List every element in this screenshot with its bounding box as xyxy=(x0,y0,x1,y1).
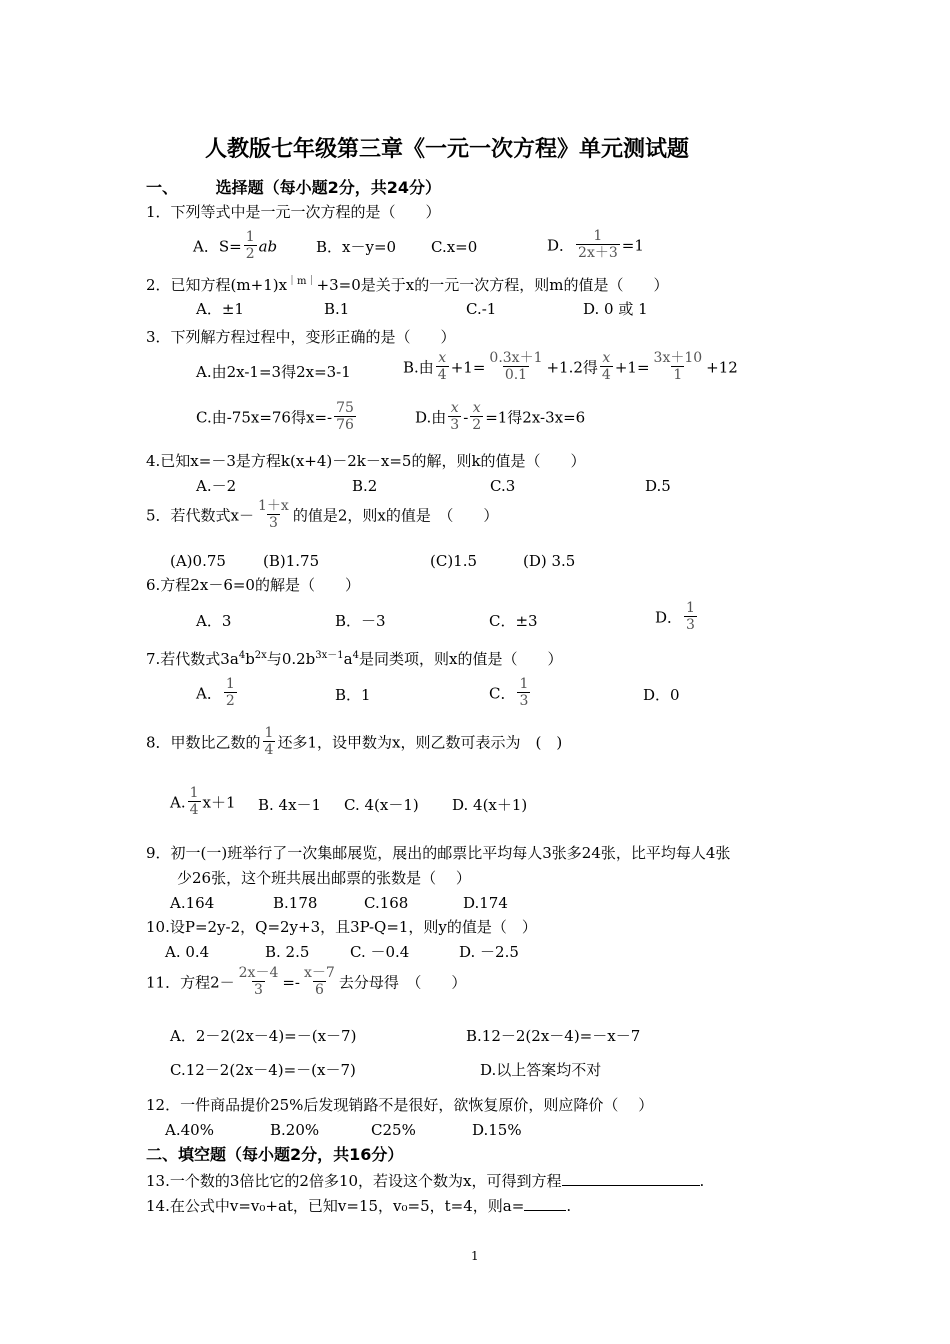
q4-option-b: B.2 xyxy=(352,477,378,495)
q3-option-c: C.由-75x=76得x=- $\frac{75}{76}$ xyxy=(196,400,354,434)
q7-option-d: D．0 xyxy=(643,686,680,704)
q4-stem: 4.已知x=－3是方程k(x+4)－2k－x=5的解，则k的值是（ ） xyxy=(146,452,586,470)
section-1-label: 选择题（每小题2分，共24分） xyxy=(215,178,441,197)
q8-option-c: C. 4(x－1) xyxy=(344,796,419,814)
q7-option-a: A． $\frac{1}{2}$ xyxy=(196,676,235,710)
q5-option-c: (C)1.5 xyxy=(430,552,478,570)
q11-option-b: B.12－2(2x－4)=－x－7 xyxy=(466,1027,641,1045)
q9-stem-line2: 少26张，这个班共展出邮票的张数是（ ） xyxy=(177,869,471,887)
q6-stem: 6.方程2x－6=0的解是（ ） xyxy=(146,576,360,594)
q8-option-d: D. 4(x＋1) xyxy=(452,796,528,814)
q11-option-d: D.以上答案均不对 xyxy=(480,1061,602,1079)
q11-option-c: C.12－2(2x－4)=－(x－7) xyxy=(170,1061,356,1079)
q1-option-d: D． $\frac{1}{2x+3}$ =1 xyxy=(547,228,644,262)
q4-option-a: A.－2 xyxy=(196,477,237,495)
q10-option-a: A. 0.4 xyxy=(165,943,210,961)
q6-option-d: D． $\frac{1}{3}$ xyxy=(655,600,695,634)
page-number: 1 xyxy=(471,1249,479,1263)
q14-stem: 14.在公式中v=v₀+at，已知v=15，v₀=5，t=4，则a= . xyxy=(146,1197,572,1215)
q2-stem: 2．已知方程$(m+1)x^{|m|}+3=0$是关于x的一元一次方程，则m的值是（ ） xyxy=(146,276,669,294)
q3-stem: 3．下列解方程过程中，变形正确的是（ ） xyxy=(146,328,456,346)
q8-stem: 8．甲数比乙数的 $\frac{1}{4}$ 还多1，设甲数为x，则乙数可表示为 ( ) xyxy=(146,725,563,759)
q4-option-c: C.3 xyxy=(490,477,516,495)
q6-option-a: A．3 xyxy=(196,612,232,630)
q2-option-c: C.-1 xyxy=(466,300,497,318)
q10-stem: 10.设P=2y-2，Q=2y+3，且3P-Q=1，则y的值是（ ） xyxy=(146,918,537,936)
q13-answer-blank[interactable] xyxy=(562,1171,700,1186)
section-2-heading: 二、填空题（每小题2分，共16分） xyxy=(146,1145,404,1164)
q5-stem: 5．若代数式x－ $\frac{1+x}{3}$ 的值是2，则x的值是 （ ） xyxy=(146,498,499,532)
q10-option-c: C. －0.4 xyxy=(350,943,410,961)
q6-option-c: C．±3 xyxy=(489,612,538,630)
q2-option-d: D. 0 或 1 xyxy=(583,300,648,318)
q9-option-b: B.178 xyxy=(273,894,318,912)
q4-option-d: D.5 xyxy=(645,477,671,495)
q10-option-b: B. 2.5 xyxy=(265,943,310,961)
q11-stem: 11．方程2－ $\frac{2x-4}{3}$ =- $\frac{x-7}{6}$ 去分母得 （ ） xyxy=(146,965,467,999)
q7-option-b: B．1 xyxy=(335,686,371,704)
q8-option-a: A. $\frac{1}{4}$ x＋1 xyxy=(170,785,236,819)
q12-stem: 12．一件商品提价25%后发现销路不是很好，欲恢复原价，则应降价（ ） xyxy=(146,1096,654,1114)
q12-option-d: D.15% xyxy=(472,1121,522,1139)
q3-option-b: B.由 $\frac{x}{4}$ +1= $\frac{0.3x+1}{0.1}$ +1.2得 $\frac{x}{4}$ +1= $\frac{3x+10}{1}$ +12 xyxy=(403,350,738,384)
q12-option-b: B.20% xyxy=(270,1121,320,1139)
q11-option-a: A．2－2(2x－4)=－(x－7) xyxy=(170,1027,357,1045)
q12-option-c: C25% xyxy=(371,1121,416,1139)
q6-option-b: B．－3 xyxy=(335,612,386,630)
q1-option-b: B．x－y=0 xyxy=(316,238,397,256)
q9-option-c: C.168 xyxy=(364,894,409,912)
q2-option-a: A．±1 xyxy=(196,300,244,318)
q1-option-c: C.x=0 xyxy=(431,238,478,256)
q9-option-a: A.164 xyxy=(170,894,215,912)
q9-option-d: D.174 xyxy=(463,894,508,912)
section-1-number: 一、 xyxy=(146,178,179,197)
q13-stem: 13.一个数的3倍比它的2倍多10，若设这个数为x，可得到方程 . xyxy=(146,1172,705,1190)
q7-option-c: C． $\frac{1}{3}$ xyxy=(489,676,529,710)
q1-stem: 1．下列等式中是一元一次方程的是（ ） xyxy=(146,203,441,221)
q1-option-a: A．S= $\frac{1}{2}$ ab xyxy=(193,229,278,263)
q14-answer-blank[interactable] xyxy=(524,1196,566,1211)
page-title: 人教版七年级第三章《一元一次方程》单元测试题 xyxy=(205,137,690,162)
q10-option-d: D. －2.5 xyxy=(459,943,519,961)
q5-option-b: (B)1.75 xyxy=(263,552,320,570)
q5-option-d: (D) 3.5 xyxy=(523,552,576,570)
q5-option-a: (A)0.75 xyxy=(170,552,226,570)
q2-option-b: B.1 xyxy=(324,300,350,318)
q9-stem-line1: 9．初一(一)班举行了一次集邮展览，展出的邮票比平均每人3张多24张，比平均每人4张 xyxy=(146,844,731,862)
section-1-heading xyxy=(146,178,441,197)
q8-option-b: B. 4x－1 xyxy=(258,796,322,814)
q3-option-a: A.由2x-1=3得2x=3-1 xyxy=(196,363,351,381)
q3-option-d: D.由 $\frac{x}{3}$ - $\frac{x}{2}$ =1得2x-3x=6 xyxy=(415,400,586,434)
q7-stem: 7.若代数式$3a^4b^{2x}$与$0.2b^{3x-1}a^4$是同类项，则x的值是（ ） xyxy=(146,650,563,668)
q12-option-a: A.40% xyxy=(165,1121,214,1139)
